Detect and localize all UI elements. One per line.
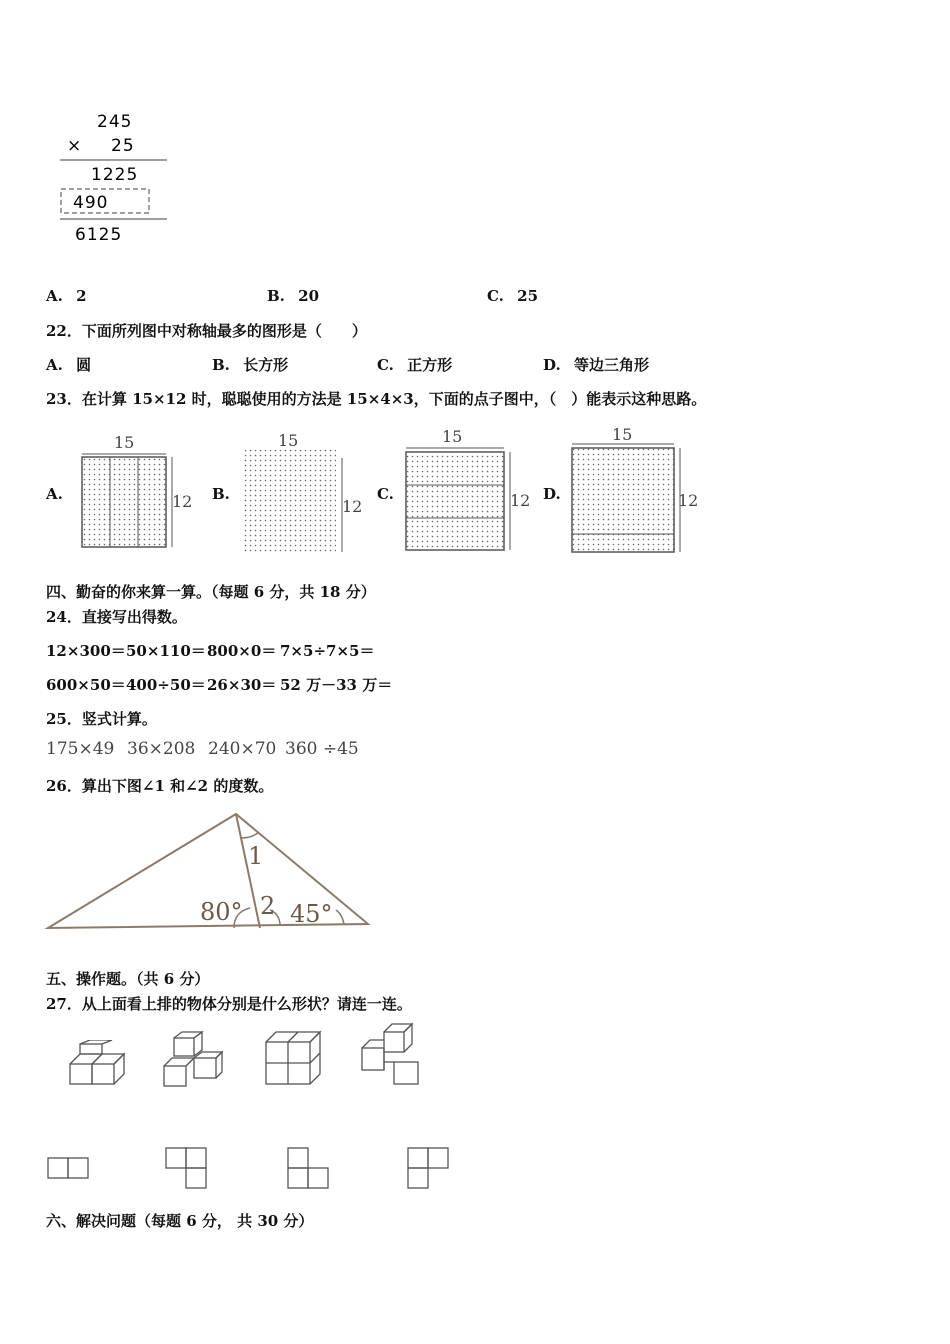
q23-question: 23．在计算 15×12 时，聪聪使用的方法是 15×4×3，下面的点子图中，（ ）能表示这种思路。: [46, 390, 707, 408]
grid-d-rect: [572, 448, 674, 552]
q22-option-c[interactable]: [377, 354, 452, 375]
mult-partial1: 1225: [91, 165, 139, 185]
q24-row2-item1: 600×50＝: [46, 676, 126, 694]
q22-option-d[interactable]: [543, 354, 649, 375]
grid-b-rect: [244, 450, 336, 552]
q25-question: 25．竖式计算。: [46, 710, 157, 728]
q21-option-a-text: 2: [76, 287, 87, 305]
section4-title: 四、勤奋的你来算一算。（每题 6 分，共 18 分）: [46, 583, 376, 601]
section5-title: 五、操作题。（共 6 分）: [46, 970, 210, 988]
grid-a-rect: [82, 457, 166, 547]
grid-d-height-label: 12: [678, 491, 699, 510]
top-view-3[interactable]: [286, 1146, 332, 1190]
angle45-arc: [336, 910, 344, 924]
cube-object-2[interactable]: [160, 1030, 226, 1090]
grid-c-height-label: 12: [510, 491, 531, 510]
mult-line2: 25: [111, 136, 135, 156]
q21-option-c-text: 25: [517, 287, 539, 305]
section6-title: 六、解决问题（每题 6 分， 共 30 分）: [46, 1212, 314, 1230]
q24-row2-item3: 26×30＝: [207, 676, 277, 694]
q22-option-a-text: 圆: [76, 356, 92, 374]
q24-row1-item3: 800×0＝: [207, 642, 277, 660]
q23-option-c-letter[interactable]: C.: [377, 485, 394, 503]
q22-option-b-text: 长方形: [243, 356, 289, 374]
angle1-arc: [241, 832, 259, 838]
q21-option-a-letter: A.: [46, 287, 63, 305]
q22-option-c-text: 正方形: [407, 356, 453, 374]
multiplication-figure: [55, 105, 175, 245]
q24-row1-item1: 12×300＝: [46, 642, 126, 660]
q21-option-b-letter: B.: [267, 287, 285, 305]
q22-option-b[interactable]: [212, 354, 288, 375]
top-view-2[interactable]: [164, 1146, 210, 1190]
q22-option-d-letter: D.: [543, 356, 561, 374]
cube-object-3[interactable]: [262, 1030, 324, 1088]
q22-option-b-letter: B.: [212, 356, 230, 374]
q24-row2-item4: 52 万－33 万＝: [280, 676, 393, 694]
mult-partial2: 490: [73, 193, 109, 213]
q25-item3: 240×70: [208, 739, 277, 759]
cube-object-4[interactable]: [356, 1022, 426, 1088]
angle1-label: 1: [248, 842, 264, 870]
q23-dot-grid-d[interactable]: [566, 422, 706, 556]
q26-question: 26．算出下图∠1 和∠2 的度数。: [46, 777, 274, 795]
q25-item4: 360 ÷45: [285, 739, 359, 759]
angle2-label: 2: [260, 892, 276, 920]
top-view-1[interactable]: [46, 1156, 92, 1180]
multiplication-svg: [55, 105, 175, 245]
grid-a-height-label: 12: [172, 492, 192, 511]
grid-c-rect: [406, 452, 504, 550]
q23-dot-grid-b[interactable]: [238, 428, 368, 556]
q21-option-a[interactable]: [46, 287, 87, 305]
grid-b-height-label: 12: [342, 497, 363, 516]
mult-operator: ×: [67, 136, 83, 156]
mult-line1: 245: [97, 112, 133, 132]
q22-option-a[interactable]: [46, 354, 91, 375]
q24-row2-item2: 400÷50＝: [126, 676, 206, 694]
angle80-label: 80°: [200, 898, 243, 926]
q24-question: 24．直接写出得数。: [46, 608, 187, 626]
q24-row1-item4: 7×5÷7×5＝: [280, 642, 375, 660]
grid-b-width-label: 15: [278, 431, 299, 450]
q21-option-c[interactable]: [487, 287, 538, 305]
q23-dot-grid-a[interactable]: [72, 432, 192, 554]
q23-option-b-letter[interactable]: B.: [212, 485, 230, 503]
q21-option-c-letter: C.: [487, 287, 504, 305]
q24-row1-item2: 50×110＝: [126, 642, 206, 660]
q22-option-a-letter: A.: [46, 356, 63, 374]
grid-c-width-label: 15: [442, 427, 463, 446]
q23-dot-grid-c[interactable]: [400, 424, 532, 554]
q25-item2: 36×208: [127, 739, 196, 759]
q22-option-c-letter: C.: [377, 356, 394, 374]
q23-option-d-letter[interactable]: D.: [543, 485, 561, 503]
cube-object-1[interactable]: [66, 1040, 126, 1088]
q21-option-b-text: 20: [298, 287, 320, 305]
angle45-label: 45°: [290, 900, 333, 928]
q21-option-b[interactable]: [267, 287, 319, 305]
triangle-figure: [44, 808, 374, 936]
top-view-4[interactable]: [406, 1146, 452, 1190]
q23-option-a-letter[interactable]: A.: [46, 485, 63, 503]
mult-result: 6125: [75, 225, 123, 245]
q27-question: 27．从上面看上排的物体分别是什么形状？请连一连。: [46, 995, 412, 1013]
q25-item1: 175×49: [46, 739, 115, 759]
grid-d-width-label: 15: [612, 425, 633, 444]
q22-question: 22．下面所列图中对称轴最多的图形是（ ）: [46, 322, 367, 340]
q22-option-d-text: 等边三角形: [573, 356, 649, 374]
grid-a-width-label: 15: [114, 433, 135, 452]
